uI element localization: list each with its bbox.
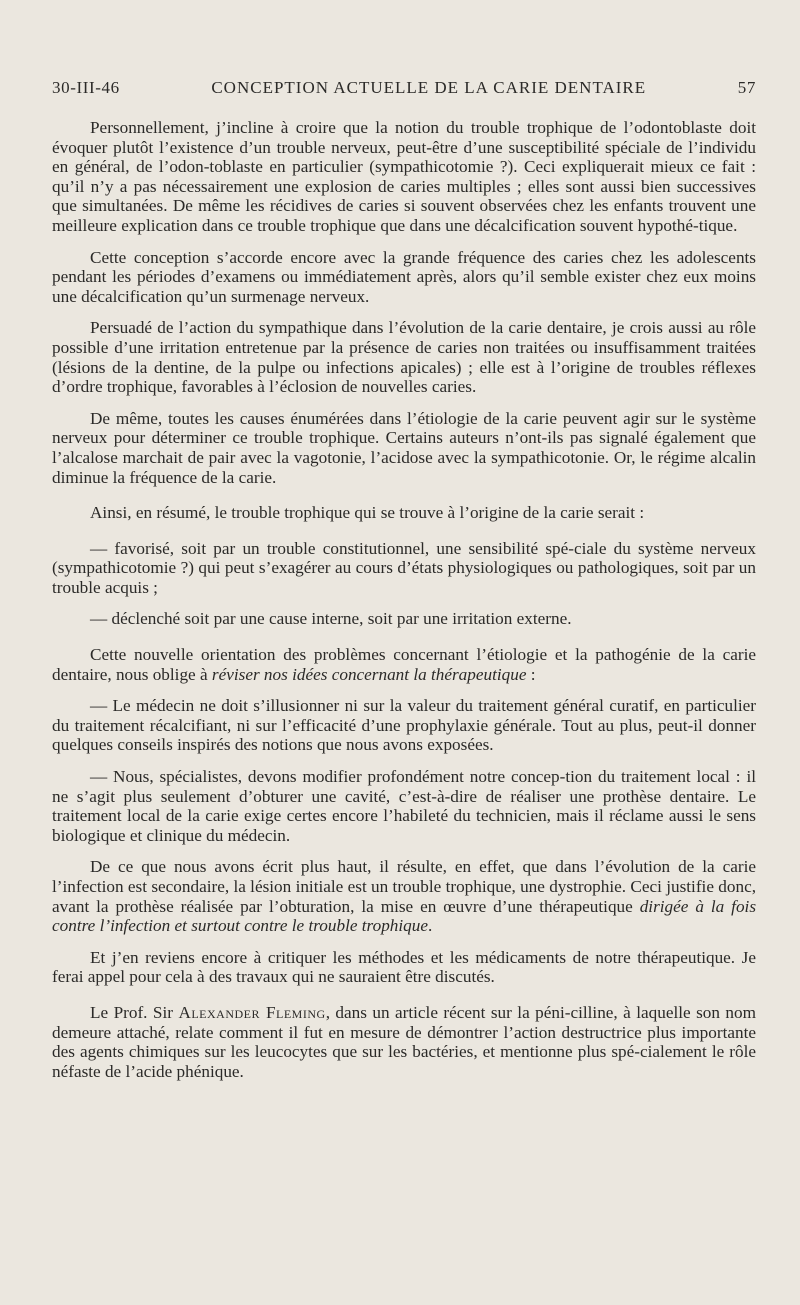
paragraph: De ce que nous avons écrit plus haut, il résulte, en effet, que dans l’évolution de la carie l’infection est secondaire, la lésion initiale est un trouble trophique, une dystrophie. Ceci justifie donc, avant la prothèse réalisée par l’obturation, la mise en œuvre d’une thérapeutique dirigée à la fois contre l’infection et surtout contre le trouble trophique. (52, 857, 757, 936)
paragraph: Personnellement, j’incline à croire que la notion du trouble trophique de l’odontoblaste doit évoquer plutôt l’existence d’un trouble nerveux, peut-être d’une susceptibilité spéciale de l’individu en général, de l’odon-toblaste en particulier (sympathicotomie ?). Ceci expliquerait mieux ce fait : qu’il n’y a pas nécessairement une explosion de caries multiples ; elles sont aussi bien successives que simultanées. De même les récidives de caries si souvent observées chez les enfants trouvent une meilleure explication dans ce trouble trophique que dans une décalcification souvent hypothé-tique. (52, 118, 756, 235)
paragraph: Et j’en reviens encore à critiquer les méthodes et les médicaments de notre thérapeutique. Je ferai appel pour cela à des travaux qui ne sauraient être discutés. (52, 947, 756, 987)
page-number: 57 (737, 78, 756, 97)
paragraph: Cette conception s’accorde encore avec la grande fréquence des caries chez les adolescents pendant les périodes d’examens ou immédiatement après, alors qu’il semble exister chez eux moins une décalcification qu’un surmenage nerveux. (52, 247, 756, 306)
paragraph: Ainsi, en résumé, le trouble trophique qui se trouve à l’origine de la carie serait : (90, 503, 645, 523)
list-item: — Le médecin ne doit s’illusionner ni sur la valeur du traitement général curatif, en particulier du traitement récalcifiant, ni sur l’efficacité d’une prophylaxie générale. Tout au plus, peut-il donner quelques conseils inspirés des notions que nous avons exposées. (52, 696, 756, 755)
paragraph: Cette nouvelle orientation des problèmes concernant l’étiologie et la pathogénie de la carie dentaire, nous oblige à réviser nos idées concernant la thérapeutique : (52, 645, 756, 684)
list-item: — favorisé, soit par un trouble constitutionnel, une sensibilité spé-ciale du système nerveux (sympathicotomie ?) qui peut s’exagérer au cours d’états physiologiques ou pathologiques, soit par un trouble acquis ; (52, 538, 756, 597)
header-date: 30-III-46 (52, 78, 120, 97)
paragraph: Le Prof. Sir Alexander Fleming, dans un article récent sur la péni-cilline, à laquelle son nom demeure attaché, relate comment il fut en mesure de démontrer l’action destructrice plus importante des agents chimiques sur les leucocytes que sur les bactéries, et mentionne plus spé-cialement le rôle néfaste de l’acide phénique. (52, 1002, 756, 1081)
list-item: — déclenché soit par une cause interne, soit par une irritation externe. (90, 609, 572, 629)
list-item: — Nous, spécialistes, devons modifier profondément notre concep-tion du traitement local : il ne s’agit plus seulement d’obturer une cavité, c’est-à-dire de réaliser une prothèse dentaire. Le traitement local de la carie exige certes encore l’habileté du technicien, mais il réclame aussi le sens biologique et clinique du médecin. (52, 767, 756, 845)
paragraph: De même, toutes les causes énumérées dans l’étiologie de la carie peuvent agir sur le système nerveux pour déterminer ce trouble trophique. Certains auteurs n’ont-ils pas signalé également que l’alcalose marchait de pair avec la vagotonie, l’acidose avec la sympathicotonie. Or, le régime alcalin diminue la fréquence de la carie. (52, 408, 756, 487)
paragraph: Persuadé de l’action du sympathique dans l’évolution de la carie dentaire, je crois aussi au rôle possible d’une irritation entretenue par la présence de caries non traitées ou insuffisamment traitées (lésions de la dentine, de la pulpe ou infections apicales) ; elle est à l’origine de troubles réflexes d’ordre trophique, favorables à l’éclosion de nouvelles caries. (52, 318, 756, 397)
header-title: CONCEPTION ACTUELLE DE LA CARIE DENTAIRE (211, 78, 647, 97)
body-text (52, 118, 756, 1081)
running-header (52, 78, 756, 102)
emphasis: réviser nos idées concernant la thérapeutique (211, 664, 527, 684)
author-name: Alexander Fleming (178, 1002, 326, 1022)
emphasis: dirigée à la fois contre l’infection et surtout contre le trouble trophique (52, 896, 757, 936)
